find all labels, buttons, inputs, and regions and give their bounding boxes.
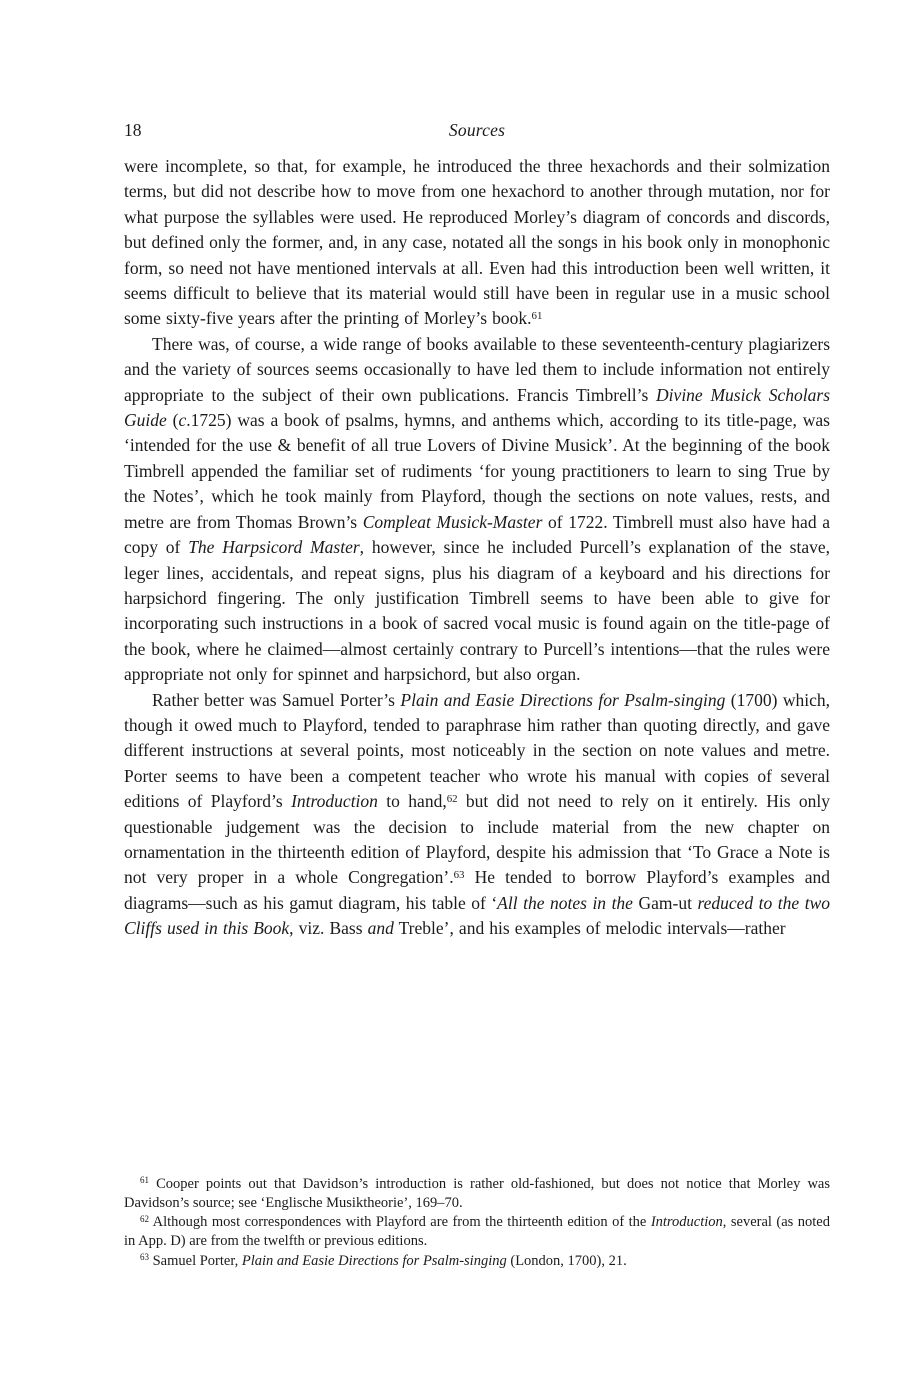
page-header [124,118,830,143]
footnote-61: $^{61}$ Cooper points out that Davidson’s introduction is rather old-fashioned, but does not notice that Morley was Davidson’s source; see ‘Englische Musiktheorie’, 169–70. [124,1175,830,1211]
paragraph-1: were incomplete, so that, for example, he introduced the three hexachords and their solmization terms, but did not describe how to move from one hexachord to another through mutation, nor for what purpose the syllables were used. He reproduced Morley’s diagram of concords and discords, but defined only the former, and, in any case, notated all the songs in his book only in monophonic form, so need not have mentioned intervals at all. Even had this introduction been well written, it seems difficult to believe that its material would still have been in regular use in a music school some sixty-five years after the printing of Morley’s book.$^{61}$ [124,156,830,329]
paragraph-3: Rather better was Samuel Porter’s Plain and Easie Directions for Psalm-singing (1700) which, though it owed much to Playford, tended to paraphrase him rather than quoting directly, and gave different instructions at several points, most noticeably in the section on note values and metre. Porter seems to have been a competent teacher who wrote his manual with copies of several editions of Playford’s Introduction to hand,$^{62}$ but did not need to rely on it entirely. His only questionable judgement was the decision to include material from the new chapter on ornamentation in the thirteenth edition of Playford, despite his admission that ‘To Grace a Note is not very proper in a whole Congregation’.$^{63}$ He tended to borrow Playford’s examples and diagrams—such as his gamut diagram, his table of ‘All the notes in the Gam-ut reduced to the two Cliffs used in this Book, viz. Bass and Treble’, and his examples of melodic intervals—rather [124,689,831,939]
body-text [124,154,830,942]
page-number: 18 [124,120,142,140]
paragraph-2: There was, of course, a wide range of books available to these seventeenth-century plagiarizers and the variety of sources seems occasionally to have led them to include information not entirely appropriate to the subject of their own publications. Francis Timbrell’s Divine Musick Scholars Guide (c.1725) was a book of psalms, hymns, and anthems which, according to its title-page, was ‘intended for the use & benefit of all true Lovers of Divine Musick’. At the beginning of the book Timbrell appended the familiar set of rudiments ‘for young practitioners to learn to sing True by the Notes’, which he took mainly from Playford, though the sections on note values, rests, and metre are from Thomas Brown’s Compleat Musick-Master of 1722. Timbrell must also have had a copy of The Harpsicord Master, however, since he included Purcell’s explanation of the stave, leger lines, accidentals, and repeat signs, plus his diagram of a keyboard and his directions for harpsichord fingering. The only justification Timbrell seems to have been able to give for incorporating such instructions in a book of sacred vocal music is found again on the title-page of the book, where he claimed—almost certainly contrary to Purcell’s intentions—that the rules were appropriate not only for spinnet and harpsichord, but also organ. [124,333,830,685]
footnote-62: $^{62}$ Although most correspondences with Playford are from the thirteenth edition of the Introduction, several (as noted in App. D) are from the twelfth or previous editions. [124,1213,830,1250]
running-head: Sources [448,120,506,140]
footnote-63: $^{63}$ Samuel Porter, Plain and Easie Directions for Psalm-singing (London, 1700), 21. [140,1252,627,1269]
footnotes-section [124,1175,830,1271]
